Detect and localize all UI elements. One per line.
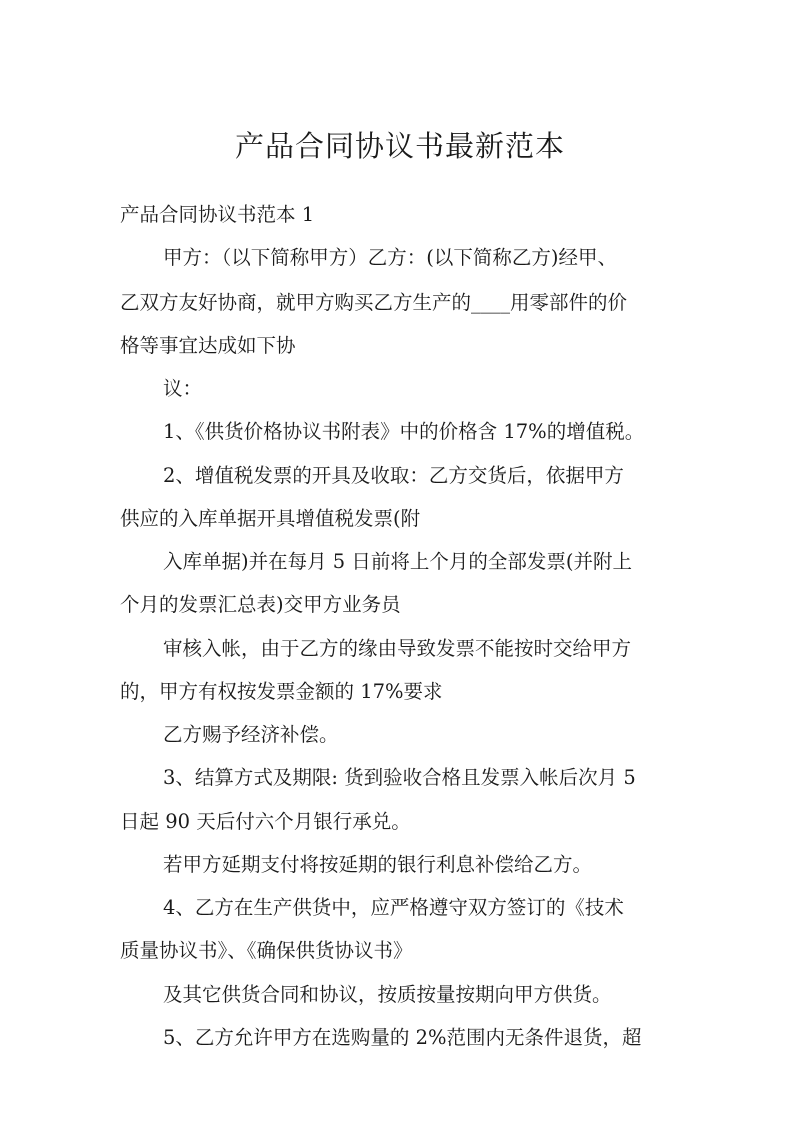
paragraph-line: 甲方：（以下简称甲方）乙方：(以下简称乙方)经甲、 <box>163 246 617 269</box>
clause-2-line: 供应的入库单据开具增值税发票(附 <box>120 507 421 530</box>
clause-2-line: 入库单据)并在每月 5 日前将上个月的全部发票(并附上 <box>163 550 633 573</box>
contract-subtitle: 产品合同协议书范本 1 <box>120 203 315 226</box>
clause-2-line: 的，甲方有权按发票金额的 17%要求 <box>120 680 443 703</box>
clause-2-line: 审核入帐，由于乙方的缘由导致发票不能按时交给甲方 <box>163 637 632 660</box>
clause-4-line: 质量协议书》、《确保供货协议书》 <box>120 939 413 962</box>
clause-4-line: 4、乙方在生产供货中，应严格遵守双方签订的《技术 <box>163 896 624 919</box>
paragraph-line: 议： <box>163 377 203 400</box>
paragraph-line: 格等事宜达成如下协 <box>120 334 296 357</box>
clause-5-line: 5、乙方允许甲方在选购量的 2%范围内无条件退货，超 <box>163 1026 642 1049</box>
paragraph-line: 乙双方友好协商，就甲方购买乙方生产的____用零部件的价 <box>120 291 628 314</box>
clause-3-line: 日起 90 天后付六个月银行承兑。 <box>120 810 411 833</box>
clause-4-line: 及其它供货合同和协议，按质按量按期向甲方供货。 <box>163 983 612 1006</box>
clause-2-line: 2、增值税发票的开具及收取：乙方交货后，依据甲方 <box>163 464 624 487</box>
clause-3-line: 若甲方延期支付将按延期的银行利息补偿给乙方。 <box>163 853 593 876</box>
clause-3-line: 3、结算方式及期限: 货到验收合格且发票入帐后次月 5 <box>163 766 636 789</box>
clause-2-line: 个月的发票汇总表)交甲方业务员 <box>120 593 401 616</box>
document-title: 产品合同协议书最新范本 <box>234 129 565 163</box>
clause-2-line: 乙方赐予经济补偿。 <box>163 723 339 746</box>
clause-1-line: 1、《供货价格协议书附表》中的价格含 17%的增值税。 <box>163 420 645 443</box>
